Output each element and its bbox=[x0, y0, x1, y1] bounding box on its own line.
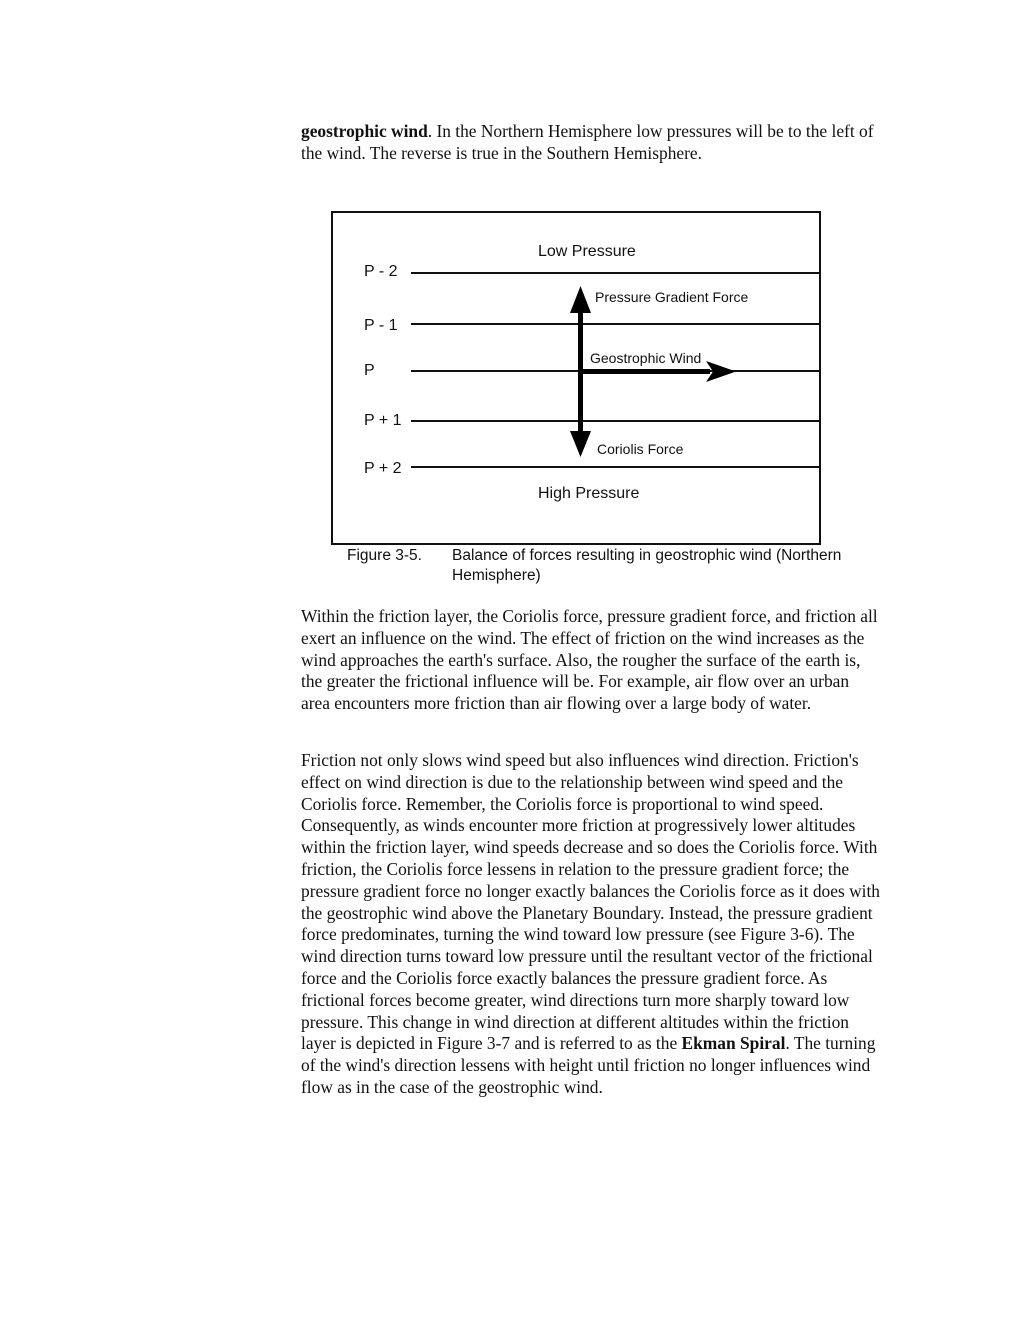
isobar-label-p-minus-1: P - 1 bbox=[364, 317, 398, 334]
high-pressure-label: High Pressure bbox=[538, 485, 640, 502]
friction-layer-paragraph: Within the friction layer, the Coriolis force, pressure gradient force, and friction all exert an influence on the wind. The effect of friction on the wind increases as the wind approaches the earth's surface. Also, the rougher the surface of the earth is, the greater the frictional influence will be. For example, air flow over an urban area encounters more friction than air flowing over a large body of water. bbox=[301, 606, 878, 714]
pressure-gradient-force-label: Pressure Gradient Force bbox=[595, 289, 749, 305]
figure-caption: Balance of forces resulting in geostrophic wind (Northern Hemisphere) bbox=[452, 547, 842, 584]
low-pressure-label: Low Pressure bbox=[538, 243, 636, 260]
wind-direction-paragraph bbox=[301, 750, 881, 1099]
isobar-label-p-plus-2: P + 2 bbox=[364, 460, 402, 477]
figure-number: Figure 3-5. bbox=[347, 547, 422, 564]
geostrophic-wind-label: Geostrophic Wind bbox=[590, 350, 702, 366]
intro-text: . In the Northern Hemisphere low pressures will be to the left of the wind. The reverse is true in the Southern Hemisphere. bbox=[301, 121, 874, 163]
isobar-label-p: P bbox=[364, 362, 375, 379]
pressure-gradient-arrow-icon bbox=[570, 286, 591, 372]
geostrophic-wind-arrow-icon bbox=[580, 361, 736, 382]
coriolis-force-label: Coriolis Force bbox=[597, 441, 684, 457]
isobar-label-p-plus-1: P + 1 bbox=[364, 412, 402, 429]
coriolis-arrow-icon bbox=[570, 370, 591, 457]
wind-direction-text-end: . The turning of the wind's direction lessens with height until friction no longer influences wind flow as in the case of the geostrophic wind. bbox=[301, 1033, 876, 1097]
wind-direction-text: Friction not only slows wind speed but also influences wind direction. Friction's effect on wind direction is due to the relationship between wind speed and the Coriolis force. Remember, the Coriolis force is proportional to wind speed. Consequently, as winds encounter more friction at progressively lower altitudes within the friction layer, wind speeds decrease and so does the Coriolis force. With friction, the Coriolis force lessens in relation to the pressure gradient force; the pressure gradient force no longer exactly balances the Coriolis force as it does with the geostrophic wind above the Planetary Boundary. Instead, the pressure gradient force predominates, turning the wind toward low pressure (see Figure 3-6). The wind direction turns toward low pressure until the resultant vector of the frictional force and the Coriolis force exactly balances the pressure gradient force. As frictional forces become greater, wind directions turn more sharply toward low pressure. This change in wind direction at different altitudes within the friction layer is depicted in Figure 3-7 and is referred to as the bbox=[301, 750, 881, 1054]
isobar-label-p-minus-2: P - 2 bbox=[364, 263, 398, 280]
bold-term-geostrophic-wind: geostrophic wind bbox=[301, 121, 428, 141]
bold-term-ekman-spiral: Ekman Spiral bbox=[681, 1033, 786, 1054]
